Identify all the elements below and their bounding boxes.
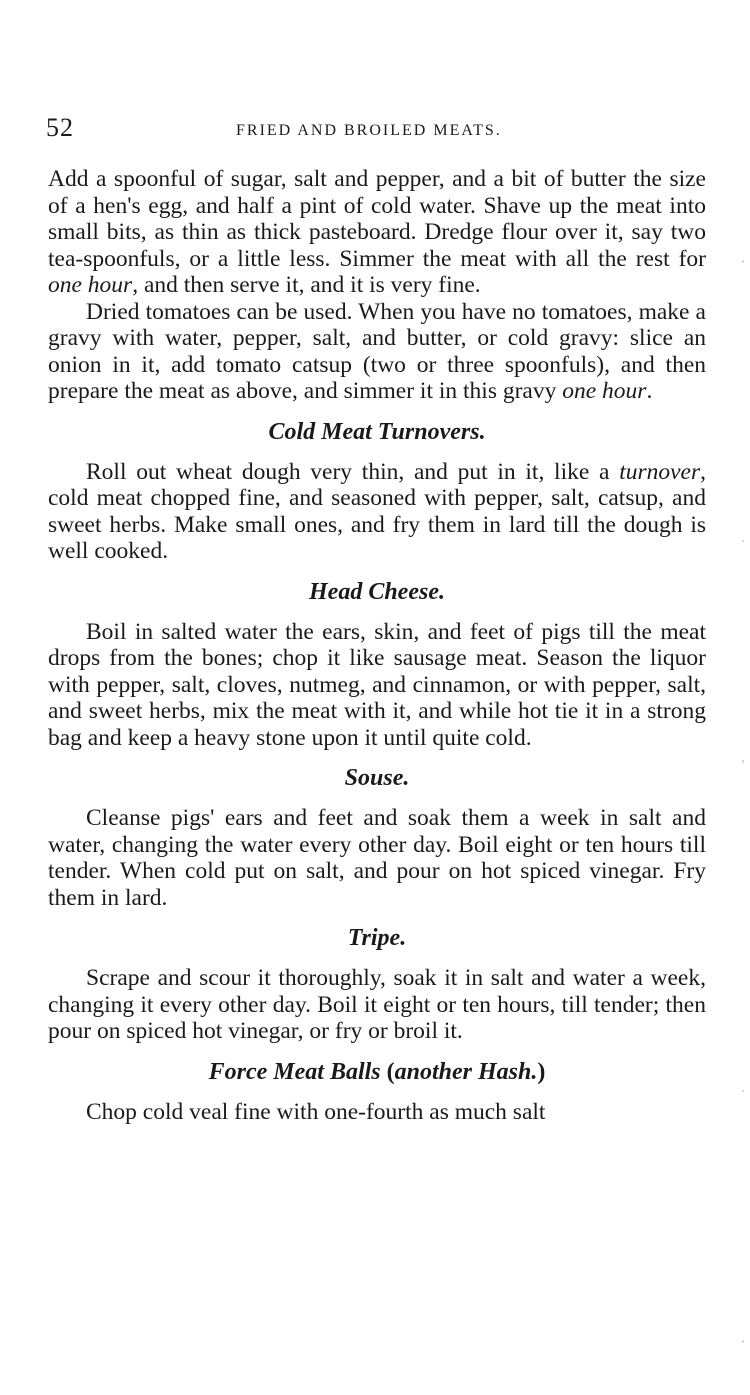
heading-cold-meat-turnovers: Cold Meat Turnovers. <box>268 418 486 445</box>
edge-speck <box>742 1090 744 1092</box>
text-run: , and then serve it, and it is very fine. <box>132 272 481 298</box>
text-run: Dried tomatoes can be used. When you have no tomatoes, make a gravy with water, pepper, salt, and butter, or cold gravy: slice an onion in it, add tomato catsup (two or three spoonfuls), and then prepare the meat as above, and simmer it in this gravy <box>48 298 706 404</box>
paragraph-force-meat: Chop cold veal fine with one-fourth as much salt <box>86 1098 546 1125</box>
emphasis: one hour <box>562 378 647 404</box>
emphasis: turnover <box>619 458 701 485</box>
text-run: , cold meat chopped fine, and seasoned with pepper, salt, catsup, and sweet herbs. Make small ones, and fry them in lard till the dough is well cooked. <box>48 458 706 564</box>
edge-speck <box>742 540 744 542</box>
heading-head-cheese: Head Cheese. <box>309 578 445 605</box>
page-body <box>48 166 706 1125</box>
edge-speck <box>742 1340 744 1343</box>
heading-paren-open: ( <box>380 1058 395 1085</box>
edge-speck <box>742 760 744 763</box>
heading-force-meat-balls <box>48 1059 706 1085</box>
page-number: 52 <box>46 113 74 142</box>
paragraph-hash-continued <box>48 166 706 299</box>
text-run: Add a spoonful of sugar, salt and pepper, and a bit of butter the size of a hen's egg, and half a pint of cold water. Shave up the meat into small bits, as thin as thick pasteboard. Dredge flour over it, say two tea-spoonfuls, or a little less. Simmer the meat with all the rest for <box>48 166 706 272</box>
paragraph-souse: Cleanse pigs' ears and feet and soak them a week in salt and water, changing the water every other day. Boil eight or ten hours till tender. When cold put on salt, and pour on hot spiced vinegar. Fry them in lard. <box>48 805 706 911</box>
emphasis: one hour <box>48 272 133 298</box>
paragraph-head-cheese: Boil in salted water the ears, skin, and feet of pigs till the meat drops from the bones; chop it like sausage meat. Season the liquor with pepper, salt, cloves, nutmeg, and cinnamon, or with pepper, salt, and sweet herbs, mix the meat with it, and while hot tie it in a strong bag and keep a heavy stone upon it until quite cold. <box>48 618 706 751</box>
heading-souse: Souse. <box>344 765 410 791</box>
paragraph-turnovers <box>48 459 706 565</box>
text-run: Roll out wheat dough very thin, and put in it, like a <box>86 458 620 485</box>
heading-aside: another Hash. <box>394 1058 538 1085</box>
edge-speck <box>742 260 744 263</box>
text-run: . <box>646 378 653 404</box>
heading-main: Force Meat Balls <box>208 1058 381 1085</box>
running-title: FRIED AND BROILED MEATS. <box>236 122 502 139</box>
paragraph-tripe: Scrape and scour it thoroughly, soak it in salt and water a week, changing it every other day. Boil it eight or ten hours, till tender; then pour on spiced hot vinegar, or fry or broil it. <box>48 965 706 1044</box>
page-header <box>46 113 706 147</box>
heading-tripe: Tripe. <box>347 925 407 951</box>
heading-paren-close: ) <box>537 1058 546 1085</box>
paragraph-dried-tomatoes <box>48 299 706 405</box>
